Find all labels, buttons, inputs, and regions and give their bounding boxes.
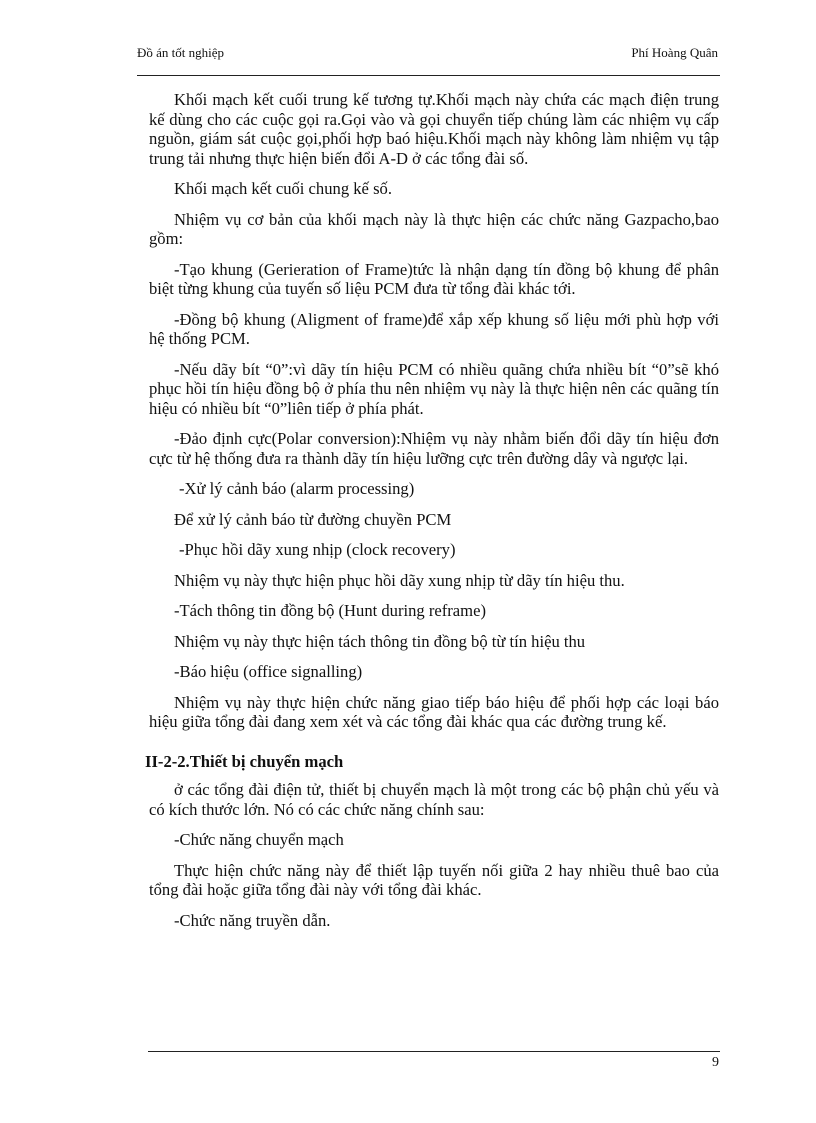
footer-divider	[148, 1051, 720, 1052]
paragraph: Nhiệm vụ này thực hiện phục hồi dãy xung nhịp từ dãy tín hiệu thu.	[174, 570, 625, 590]
paragraph: -Nếu dãy bít “0”:vì dãy tín hiệu PCM có nhiều quãng chứa nhiều bít “0”sẽ khó phục hồi tín hiệu đồng bộ ở phía thu nên nhiệm vụ này là thực hiện nên các quãng tín hiệu có nhiều bít “0”liên tiếp ở phía phát.	[149, 359, 719, 418]
paragraph: Nhiệm vụ này thực hiện chức năng giao tiếp báo hiệu để phối hợp các loại báo hiệu giữa tổng đài đang xem xét và các tổng đài khác qua các đường trung kế.	[149, 692, 719, 731]
paragraph: -Chức năng truyền dẫn.	[174, 910, 331, 930]
paragraph: -Xử lý cảnh báo (alarm processing)	[179, 479, 415, 498]
paragraph: -Đồng bộ khung (Aligment of frame)để xắp xếp khung số liệu mới phù hợp với hệ thống PCM.	[149, 309, 719, 348]
paragraph: -Tách thông tin đồng bộ (Hunt during reframe)	[174, 601, 486, 620]
page-body	[145, 90, 719, 941]
paragraph: -Báo hiệu (office signalling)	[174, 662, 363, 681]
page-header	[137, 45, 720, 67]
paragraph: -Đảo định cực(Polar conversion):Nhiệm vụ này nhằm biến đổi dãy tín hiệu đơn cực từ hệ thống đưa ra thành dãy tín hiệu lưỡng cực trên đường dây và ngược lại.	[149, 429, 719, 468]
header-author: Phí Hoàng Quân	[631, 45, 718, 60]
paragraph: Khối mạch kết cuối chung kế số.	[174, 179, 392, 198]
section-heading: II-2-2.Thiết bị chuyển mạch	[145, 751, 344, 771]
paragraph: -Chức năng chuyển mạch	[174, 830, 344, 849]
paragraph: Để xử lý cảnh báo từ đường chuyền PCM	[174, 509, 452, 529]
header-title: Đồ án tốt nghiệp	[137, 45, 225, 60]
paragraph: -Tạo khung (Gerieration of Frame)tức là nhận dạng tín đồng bộ khung để phân biệt từng khung của tuyến số liệu PCM đưa từ tổng đài khác tới.	[149, 259, 719, 298]
paragraph: ở các tổng đài điện tử, thiết bị chuyển mạch là một trong các bộ phận chủ yếu và có kích thước lớn. Nó có các chức năng chính sau:	[149, 780, 719, 819]
paragraph: -Phục hồi dãy xung nhịp (clock recovery)	[179, 540, 456, 559]
paragraph: Khối mạch kết cuối trung kế tương tự.Khối mạch này chứa các mạch điện trung kế dùng cho các cuộc gọi ra.Gọi vào và gọi chuyển tiếp chúng làm các nhiệm vụ cấp nguồn, giám sát cuộc gọi,phối hợp baó hiệu.Khối mạch này không làm nhiệm vụ tập trung tải nhưng thực hiện biến đổi A-D ở các tổng đài số.	[149, 90, 719, 168]
header-divider	[137, 75, 720, 76]
page-number: 9	[712, 1055, 719, 1070]
paragraph: Nhiệm vụ này thực hiện tách thông tin đồng bộ từ tín hiệu thu	[174, 631, 586, 651]
paragraph: Thực hiện chức năng này để thiết lập tuyến nối giữa 2 hay nhiều thuê bao của tổng đài hoặc giữa tổng đài này với tổng đài khác.	[149, 860, 719, 899]
paragraph: Nhiệm vụ cơ bản của khối mạch này là thực hiện các chức năng Gazpacho,bao gồm:	[149, 209, 719, 248]
